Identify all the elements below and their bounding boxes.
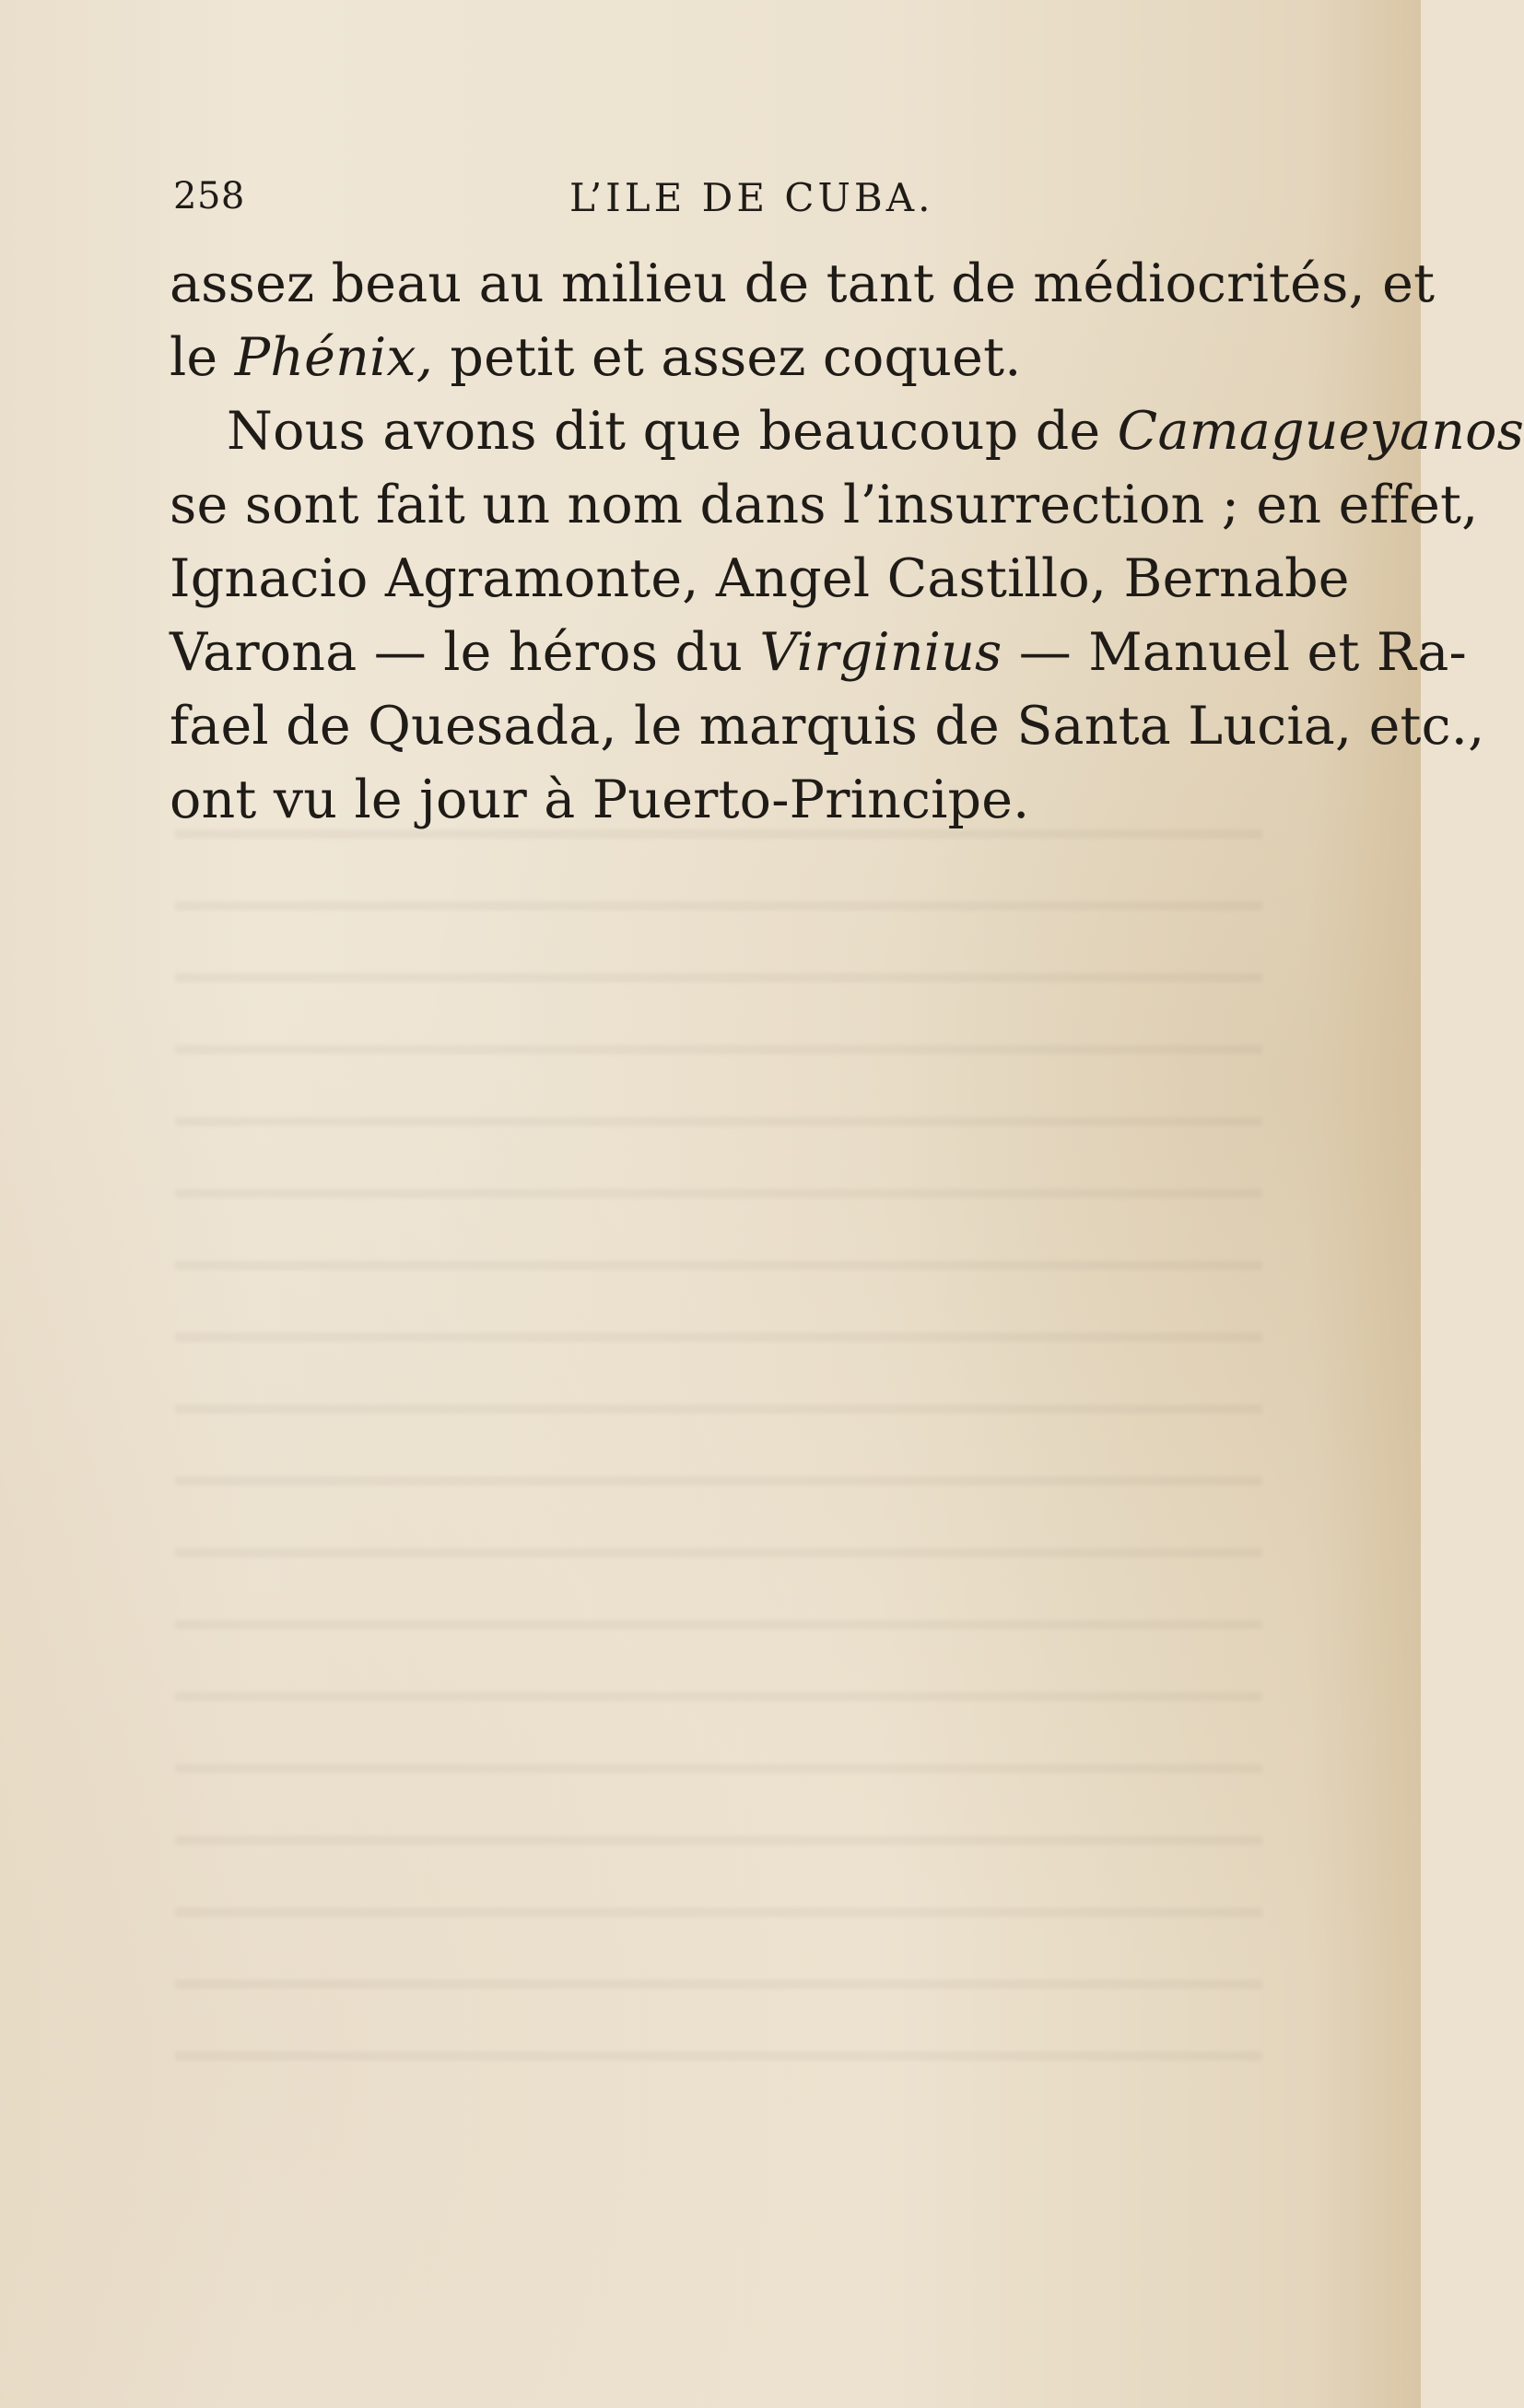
- text-line-2: [170, 321, 1289, 394]
- page-number: 258: [173, 175, 245, 217]
- line-7-text: fael de Quesada, le marquis de Santa Lucia, etc.,: [170, 696, 1485, 757]
- main-text: [170, 247, 1524, 837]
- text-line-6: [170, 616, 1467, 689]
- line-6-suffix: — Manuel et Ra-: [1002, 622, 1467, 683]
- line-3-prefix: Nous avons dit que beaucoup de: [227, 401, 1118, 462]
- line-2-prefix: le: [170, 327, 235, 388]
- text-line-4: [170, 468, 1479, 542]
- line-6-prefix: Varona — le héros du: [170, 622, 760, 683]
- text-line-3: [170, 394, 1524, 468]
- line-3-italic: Camagueyanos: [1117, 401, 1524, 462]
- line-2-italic: Phénix,: [234, 327, 434, 388]
- line-8-text: ont vu le jour à Puerto-Principe.: [170, 769, 1030, 830]
- text-line-7: [170, 689, 1485, 763]
- line-4-text: se sont fait un nom dans l’insurrection ; en effet,: [170, 475, 1479, 535]
- line-1-text: assez beau au milieu de tant de médiocrités, et: [170, 253, 1436, 314]
- text-line-5: [170, 542, 1350, 616]
- line-2-suffix: petit et assez coquet.: [433, 327, 1022, 388]
- show-through-text: [175, 829, 1262, 2120]
- running-title: L’ILE DE CUBA.: [569, 175, 934, 220]
- line-6-italic: Virginius: [759, 622, 1002, 683]
- line-5-text: Ignacio Agramonte, Angel Castillo, Bernabe: [170, 548, 1350, 609]
- page-header: [173, 175, 1288, 240]
- text-line-8: [170, 763, 1289, 837]
- text-line-1: [170, 247, 1436, 321]
